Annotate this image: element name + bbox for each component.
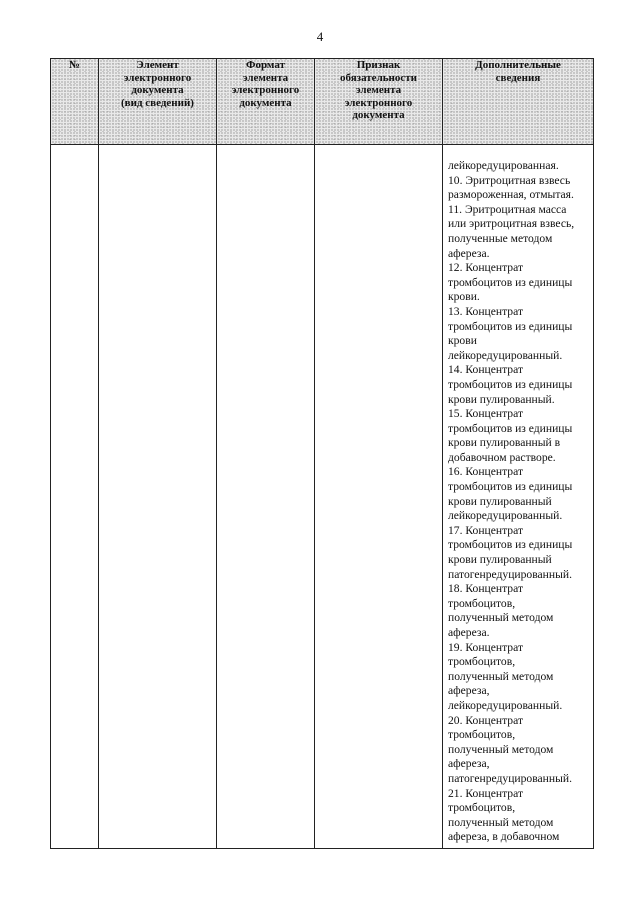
cell-number [51,145,99,849]
page-number: 4 [316,29,324,44]
table-header-row [51,59,594,145]
cell-element [99,145,217,849]
header-additional: Дополнительные сведения [443,59,594,145]
header-required: Признак обязательности элемента электронного документа [315,59,443,145]
header-element: Элемент электронного документа (вид сведений) [99,59,217,145]
header-format: Формат элемента электронного документа [217,59,315,145]
header-number: № [51,59,99,145]
additional-info-text: лейкоредуцированная. 10. Эритроцитная взвесь размороженная, отмытая. 11. Эритроцитная масса или эритроцитная взвесь, полученные методом афереза. 12. Концентрат тромбоцитов из единицы крови. 13. Концентрат тромбоцитов из единицы крови лейкоредуцированный. 14. Концентрат тромбоцитов из единицы крови пулированный. 15. Концентрат тромбоцитов из единицы крови пулированный в добавочном растворе. 16. Концентрат тромбоцитов из единицы крови пулированный лейкоредуцированный. 17. Концентрат тромбоцитов из единицы крови пулированный патогенредуцированный. 18. Концентрат тромбоцитов, полученный методом афереза. 19. Концентрат тромбоцитов, полученный методом афереза, лейкоредуцированный. 20. Концентрат тромбоцитов, полученный методом афереза, патогенредуцированный. 21. Концентрат тромбоцитов, полученный методом афереза, в добавочном [448,159,575,844]
document-table [50,58,594,849]
cell-additional [443,145,594,849]
cell-required [315,145,443,849]
cell-format [217,145,315,849]
table-row [51,145,594,849]
